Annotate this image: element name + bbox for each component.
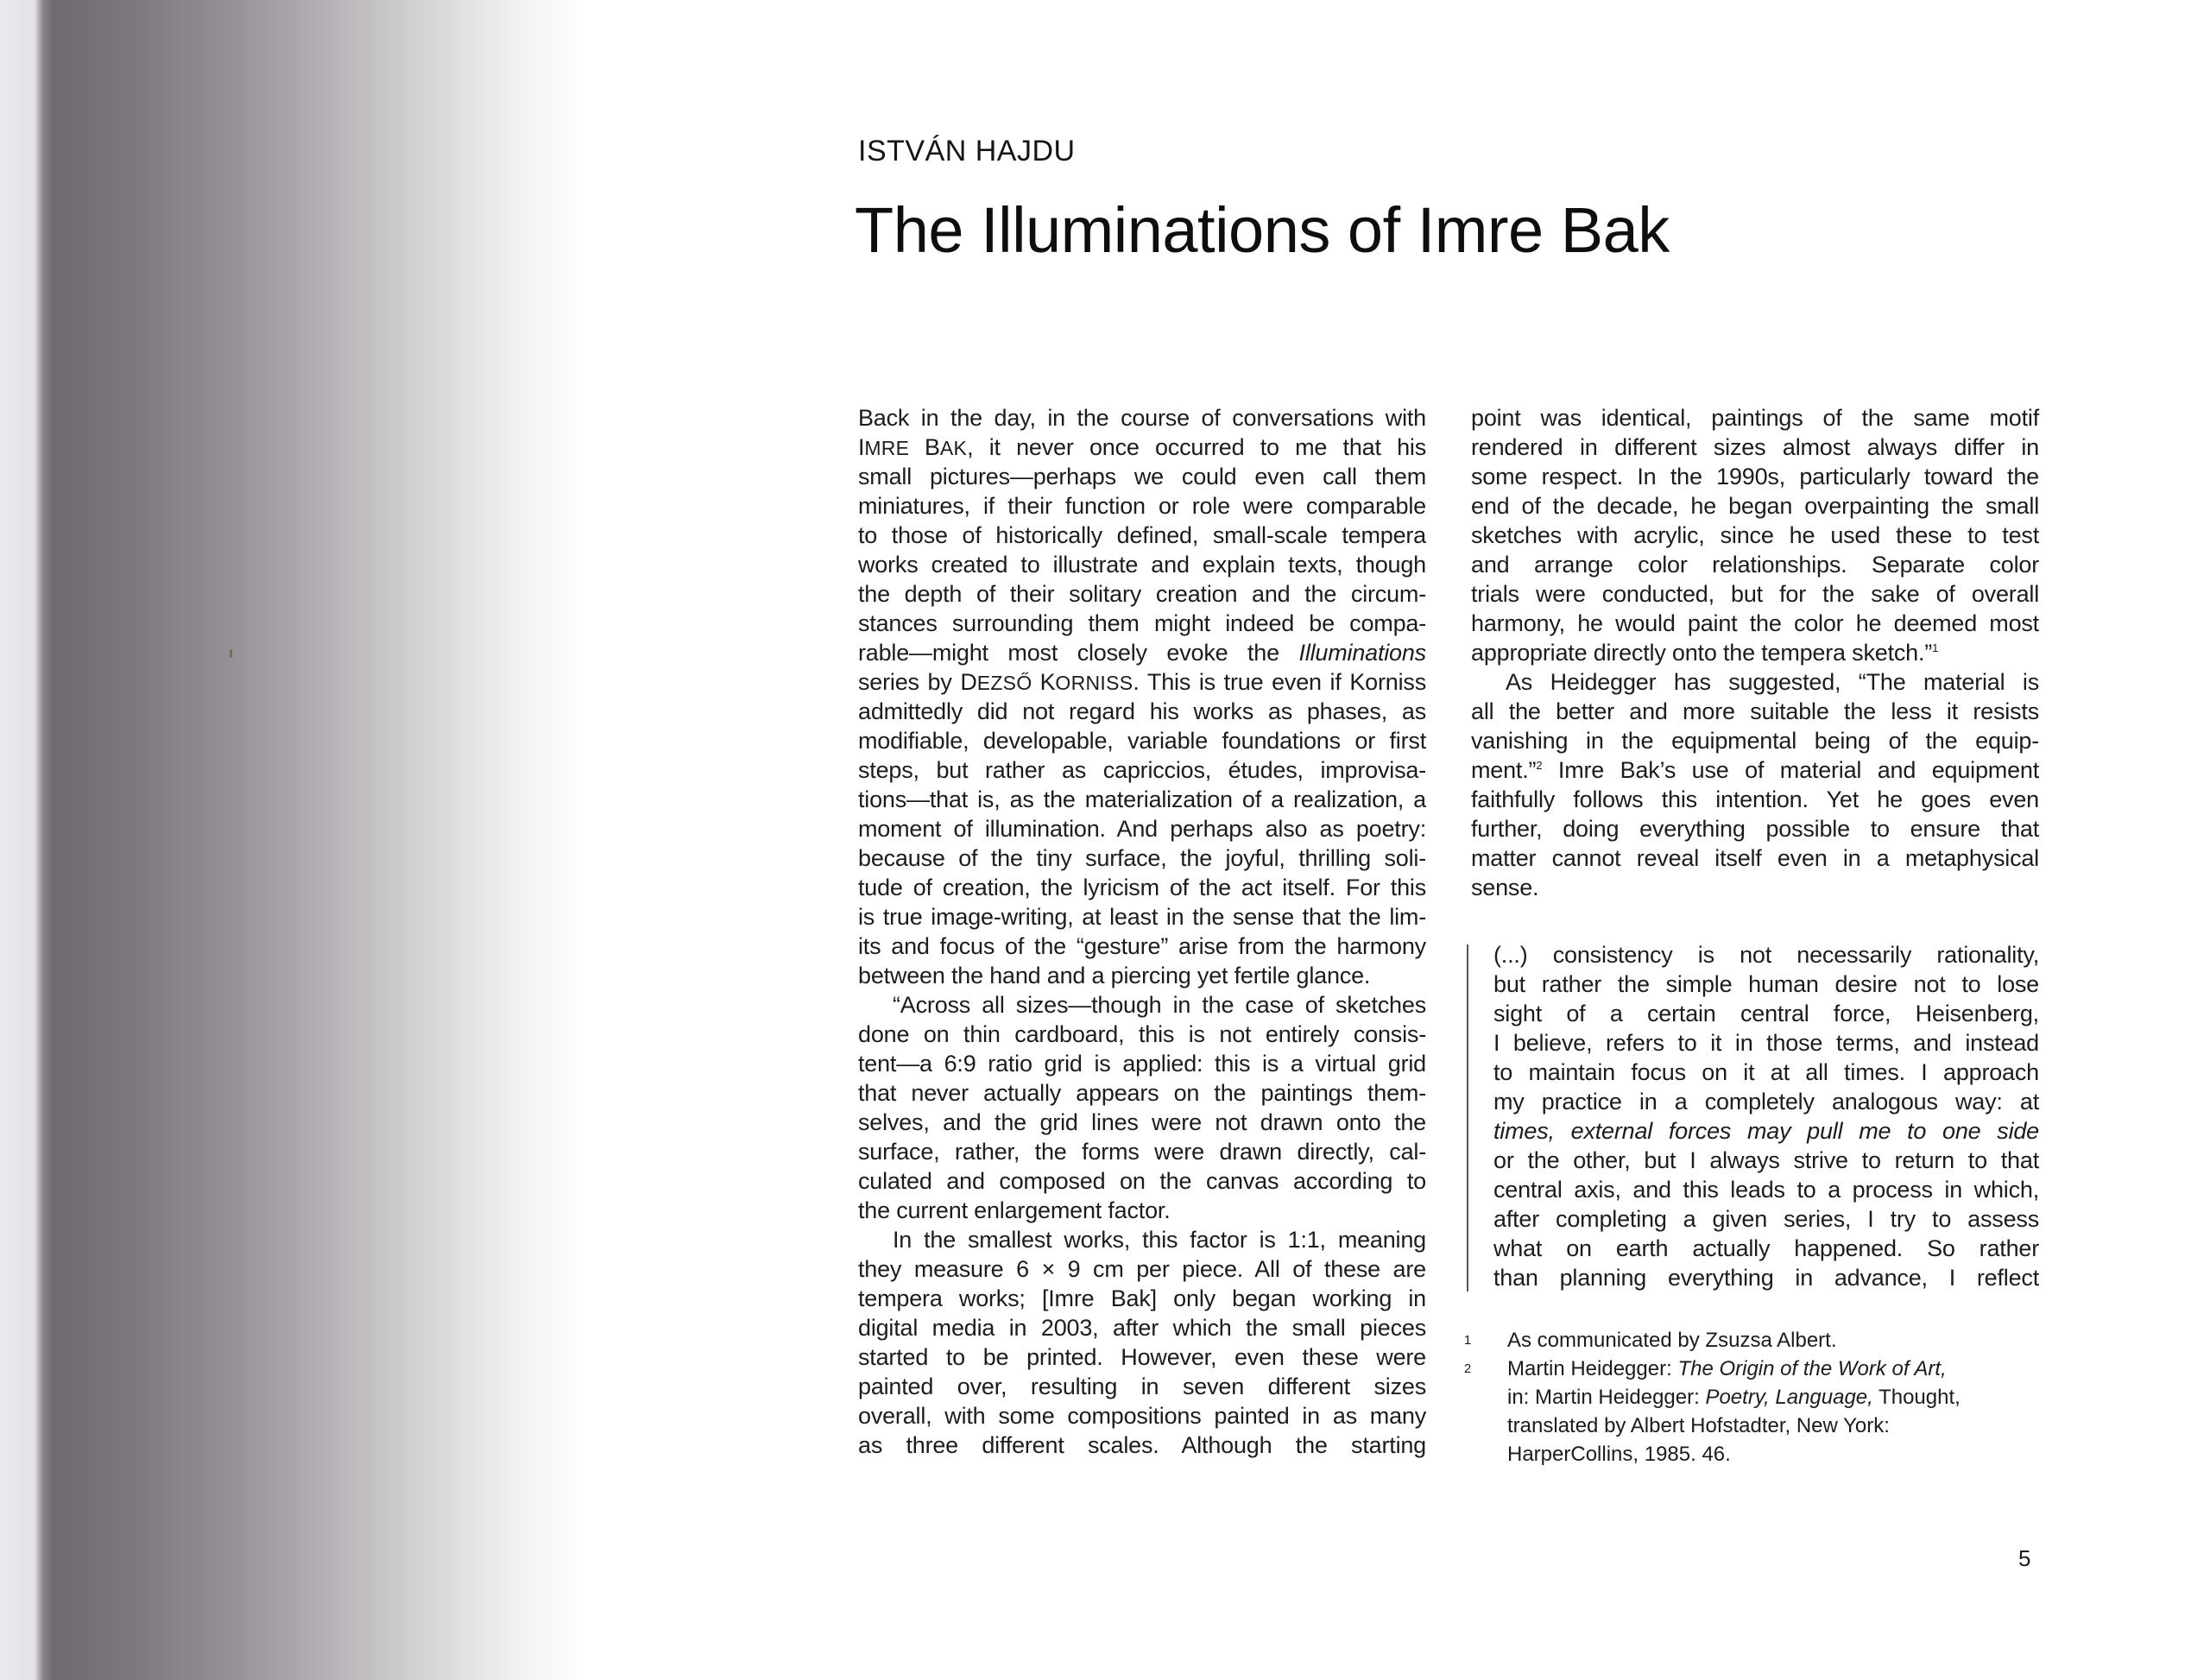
text-line: end of the decade, he began overpainting the small xyxy=(1471,493,2039,519)
quote-line: or the other, but I always strive to return to that xyxy=(1493,1147,2039,1173)
text-line: and arrange color relationships. Separate color xyxy=(1471,552,2039,578)
book-gutter-shadow xyxy=(0,0,863,1680)
text-line: further, doing everything possible to ensure that xyxy=(1471,816,2039,842)
block-quote xyxy=(1493,940,2039,1292)
footnote-number: 1 xyxy=(1463,1333,1472,1348)
text-line: rendered in different sizes almost always differ in xyxy=(1471,434,2039,460)
quote-line: (...) consistency is not necessarily rationality, xyxy=(1493,942,2039,968)
text-line: ment.”$^2$ Imre Bak’s use of material and equipment xyxy=(1471,757,2039,783)
quote-line: after completing a given series, I try to assess xyxy=(1493,1206,2039,1232)
text-line: tempera works; [Imre Bak] only began working in xyxy=(858,1285,1426,1311)
page-number: 5 xyxy=(2018,1545,2031,1571)
author-name: ISTVÁN HAJDU xyxy=(858,135,1076,167)
quote-line: I believe, refers to it in those terms, and instead xyxy=(1493,1030,2039,1056)
quote-line: central axis, and this leads to a process in which, xyxy=(1493,1177,2039,1203)
text-line: moment of illumination. And perhaps also as poetry: xyxy=(858,816,1426,842)
text-line: overall, with some compositions painted in as many xyxy=(858,1403,1426,1429)
text-line: vanishing in the equipmental being of the equip- xyxy=(1471,728,2039,754)
text-line: works created to illustrate and explain texts, though xyxy=(858,552,1426,578)
text-line: point was identical, paintings of the same motif xyxy=(1471,405,2039,431)
body-column-left xyxy=(858,403,1426,1460)
text-line: appropriate directly onto the tempera sketch.”$^1$ xyxy=(1471,640,1939,666)
quote-line: times, external forces may pull me to one side xyxy=(1493,1118,2039,1144)
footnote-ref: 2 xyxy=(1536,759,1543,772)
text-line: “Across all sizes—though in the case of sketches xyxy=(893,992,1426,1018)
text-line: that never actually appears on the paintings them- xyxy=(858,1080,1426,1106)
text-line: the current enlargement factor. xyxy=(858,1197,1171,1223)
text-line: between the hand and a piercing yet fertile glance. xyxy=(858,963,1371,988)
text-line: admittedly did not regard his works as phases, as xyxy=(858,698,1426,724)
text-line: they measure 6 × 9 cm per piece. All of these are xyxy=(858,1256,1426,1282)
text-line: small pictures—perhaps we could even call them xyxy=(858,464,1426,489)
text-line: some respect. In the 1990s, particularly toward the xyxy=(1471,464,2039,489)
text-line: harmony, he would paint the color he deemed most xyxy=(1471,610,2039,636)
text-line: the depth of their solitary creation and the circum- xyxy=(858,581,1426,607)
quote-line: but rather the simple human desire not to lose xyxy=(1493,971,2039,997)
text-line: all the better and more suitable the less it resists xyxy=(1471,698,2039,724)
text-line: In the smallest works, this factor is 1:1, meaning xyxy=(893,1227,1426,1253)
text-line: done on thin cardboard, this is not entirely consis- xyxy=(858,1021,1426,1047)
quote-line: than planning everything in advance, I reflect xyxy=(1493,1265,2039,1291)
quote-line: to maintain focus on it at all times. I approach xyxy=(1493,1059,2039,1085)
text-line: sketches with acrylic, since he used these to test xyxy=(1471,522,2039,548)
text-line: to those of historically defined, small-scale tempera xyxy=(858,522,1426,548)
text-line: trials were conducted, but for the sake of overall xyxy=(1471,581,2039,607)
text-line: As Heidegger has suggested, “The material is xyxy=(1506,669,2039,695)
text-line: miniatures, if their function or role were comparable xyxy=(858,493,1426,519)
text-line: modifiable, developable, variable foundations or first xyxy=(858,728,1426,754)
quote-line: what on earth actually happened. So rather xyxy=(1493,1235,2039,1261)
footnote-number: 2 xyxy=(1463,1361,1472,1376)
text-line: surface, rather, the forms were drawn directly, cal- xyxy=(858,1139,1426,1165)
text-line: because of the tiny surface, the joyful, thrilling soli- xyxy=(858,845,1426,871)
text-line: culated and composed on the canvas according to xyxy=(858,1168,1426,1194)
text-line: tent—a 6:9 ratio grid is applied: this is a virtual grid xyxy=(858,1051,1426,1077)
footnotes xyxy=(1459,1326,2046,1468)
quote-line: sight of a certain central force, Heisenberg, xyxy=(1493,1001,2039,1026)
text-line: faithfully follows this intention. Yet he goes even xyxy=(1471,786,2039,812)
text-line: stances surrounding them might indeed be compa- xyxy=(858,610,1426,636)
footnote-text: translated by Albert Hofstadter, New York: xyxy=(1507,1414,1890,1437)
footnote-text: HarperCollins, 1985. 46. xyxy=(1507,1443,1731,1466)
text-line: selves, and the grid lines were not drawn onto the xyxy=(858,1109,1426,1135)
text-line: series by DEZSŐ KORNISS. This is true even if Korniss xyxy=(858,669,1426,695)
footnote-ref: 1 xyxy=(1932,641,1939,654)
body-column-right xyxy=(1471,403,2039,902)
footnote-1 xyxy=(1459,1326,2046,1355)
text-line: is true image-writing, at least in the sense that the lim- xyxy=(858,904,1426,930)
article-title: The Illuminations of Imre Bak xyxy=(855,194,1670,266)
paper-speck xyxy=(230,649,232,658)
text-line: digital media in 2003, after which the small pieces xyxy=(858,1315,1426,1341)
footnote-text: in: Martin Heidegger: Poetry, Language, Thought, xyxy=(1507,1386,1961,1409)
text-line: its and focus of the “gesture” arise from the harmony xyxy=(858,933,1426,959)
text-line: IMRE BAK, it never once occurred to me that his xyxy=(858,434,1426,460)
text-line: steps, but rather as capriccios, études, improvisa- xyxy=(858,757,1426,783)
quote-line: my practice in a completely analogous way: at xyxy=(1493,1089,2039,1115)
text-line: matter cannot reveal itself even in a metaphysical xyxy=(1471,845,2039,871)
block-quote-rule xyxy=(1467,944,1468,1292)
text-line: tude of creation, the lyricism of the act itself. For this xyxy=(858,875,1426,900)
text-line: started to be printed. However, even these were xyxy=(858,1344,1426,1370)
text-line: sense. xyxy=(1471,875,1539,900)
footnote-text: As communicated by Zsuzsa Albert. xyxy=(1507,1329,1837,1352)
text-line: Back in the day, in the course of conversations with xyxy=(858,405,1426,431)
text-line: rable—might most closely evoke the Illuminations xyxy=(858,640,1426,666)
text-line: as three different scales. Although the starting xyxy=(858,1432,1426,1458)
text-line: painted over, resulting in seven different sizes xyxy=(858,1374,1426,1399)
footnote-2 xyxy=(1459,1355,2046,1468)
text-line: tions—that is, as the materialization of a realization, a xyxy=(858,786,1426,812)
footnote-text: Martin Heidegger: The Origin of the Work of Art, xyxy=(1507,1357,1947,1380)
